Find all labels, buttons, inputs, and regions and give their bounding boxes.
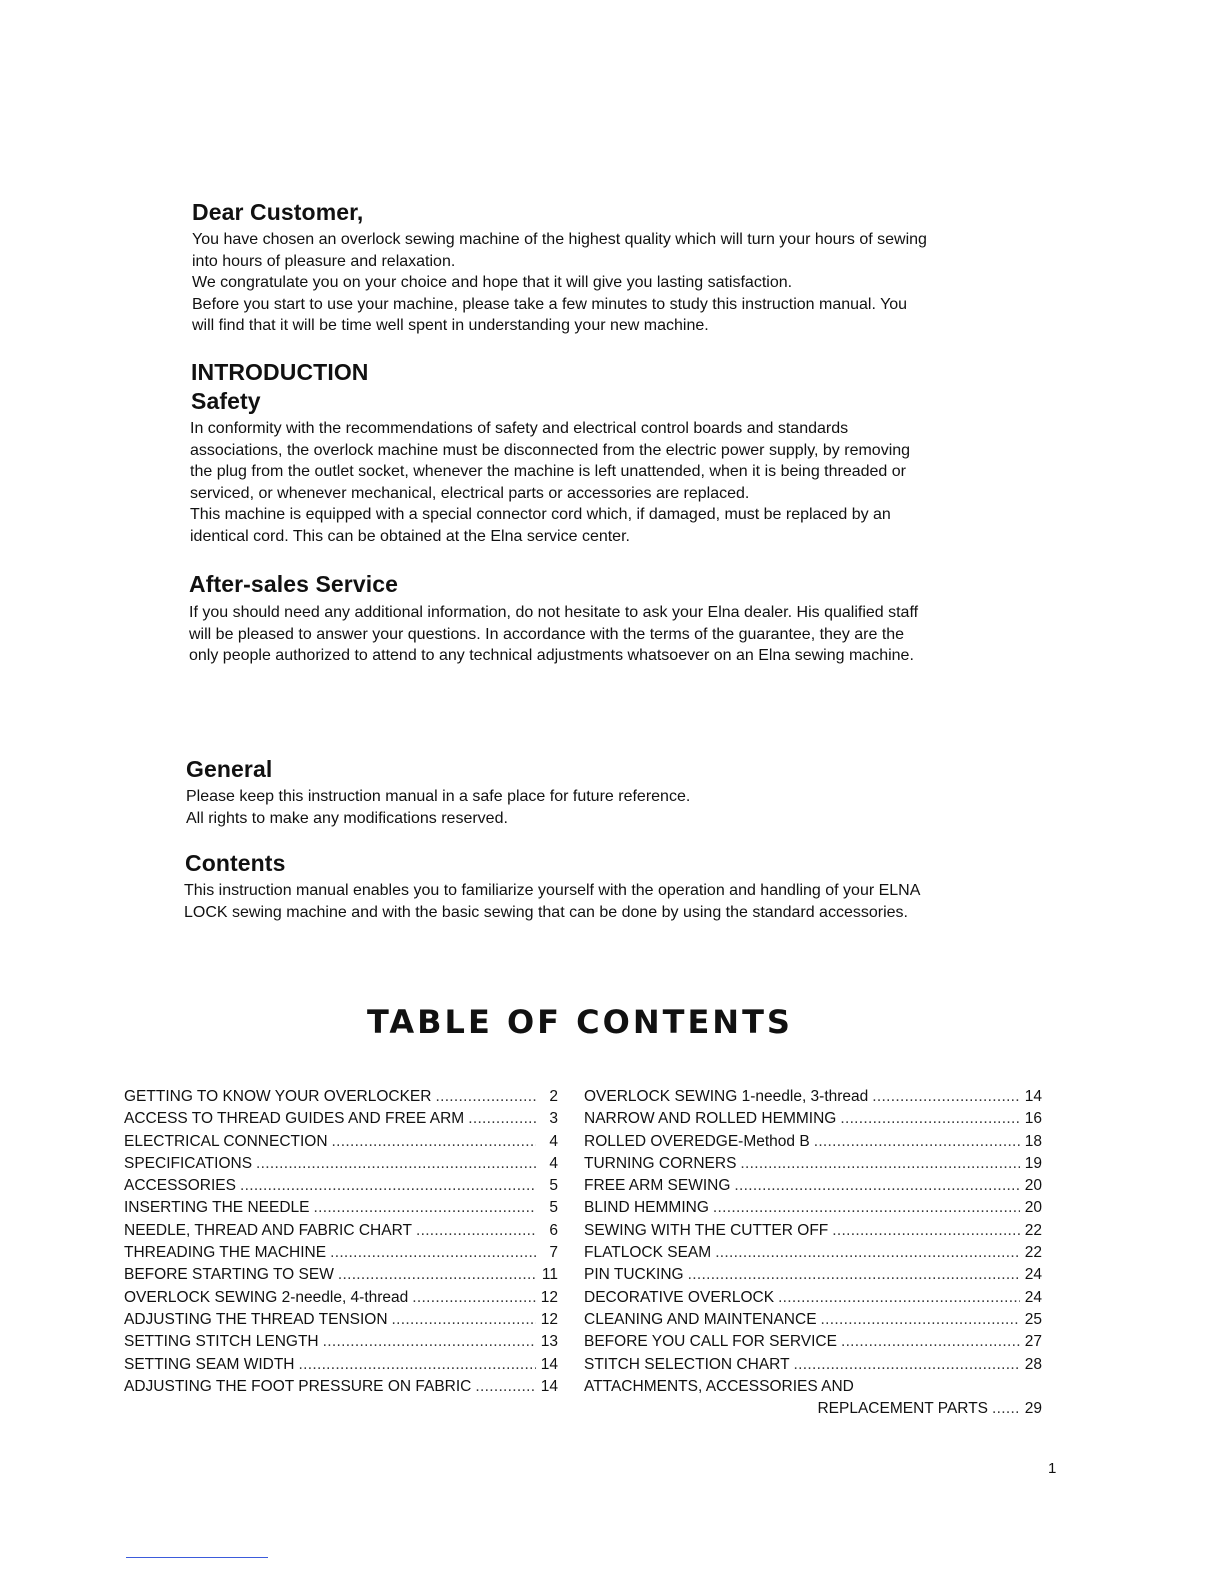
introduction-heading: INTRODUCTION [191, 359, 369, 385]
toc-entry [584, 1287, 1042, 1309]
toc-right-column [584, 1086, 1042, 1420]
text-line: the plug from the outlet socket, whenever the machine is left unattended, when it is being threaded or [190, 463, 906, 481]
toc-entry-page: 5 [549, 1199, 558, 1217]
toc-entry [584, 1242, 1042, 1264]
toc-entry-label: ROLLED OVEREDGE-Method B [584, 1132, 810, 1150]
text-line: will find that it will be time well spent in understanding your new machine. [192, 317, 709, 335]
toc-entry-label: SEWING WITH THE CUTTER OFF [584, 1221, 829, 1239]
toc-entry-page: 2 [549, 1088, 558, 1105]
text-line: If you should need any additional information, do not hesitate to ask your Elna dealer. His qualified staff [189, 604, 919, 621]
text-line: You have chosen an overlock sewing machine of the highest quality which will turn your hours of sewing [192, 231, 927, 248]
after-sales-paragraph [189, 602, 918, 667]
toc-entry-page: 18 [1024, 1132, 1042, 1150]
text-line: LOCK sewing machine and with the basic sewing that can be done by using the standard accessories. [184, 903, 908, 921]
toc-entry-page: 16 [1024, 1110, 1042, 1128]
text-line: All rights to make any modifications reserved. [186, 809, 508, 827]
toc-entry [124, 1242, 558, 1264]
toc-entry-label: GETTING TO KNOW YOUR OVERLOCKER [124, 1088, 432, 1105]
toc-entry-label: ADJUSTING THE THREAD TENSION [124, 1310, 388, 1328]
toc-entry [124, 1309, 558, 1331]
toc-entry-page: 12 [540, 1310, 558, 1328]
toc-entry-label: OVERLOCK SEWING 1-needle, 3-thread [584, 1088, 869, 1105]
text-line: Please keep this instruction manual in a safe place for future reference. [186, 788, 691, 805]
greeting-paragraph [192, 229, 927, 337]
toc-entry-label: BEFORE STARTING TO SEW [124, 1266, 334, 1284]
text-line: identical cord. This can be obtained at the Elna service center. [190, 527, 630, 545]
contents-paragraph [184, 880, 920, 923]
toc-entry-label: INSERTING THE NEEDLE [124, 1199, 310, 1217]
toc-entry-continued [584, 1398, 1042, 1420]
toc-entry-label: NEEDLE, THREAD AND FABRIC CHART [124, 1221, 412, 1239]
toc-entry [584, 1264, 1042, 1286]
toc-entry-label: SETTING STITCH LENGTH [124, 1333, 319, 1351]
toc-entry [584, 1086, 1042, 1108]
toc-entry-label: DECORATIVE OVERLOCK [584, 1288, 775, 1306]
toc-entry-page: 14 [540, 1355, 558, 1373]
toc-entry-label: SETTING SEAM WIDTH [124, 1355, 295, 1373]
toc-entry-page: 6 [549, 1221, 558, 1239]
toc-entry-page: 27 [1024, 1333, 1042, 1351]
toc-entry-page: 22 [1024, 1221, 1042, 1239]
toc-entry-page: 3 [549, 1110, 558, 1128]
toc-entry-label: PIN TUCKING [584, 1266, 684, 1284]
toc-entry [584, 1309, 1042, 1331]
toc-entry-label: ACCESSORIES [124, 1177, 236, 1195]
toc-entry-page: 24 [1024, 1288, 1042, 1306]
toc-entry-page: 4 [549, 1154, 558, 1172]
text-line: will be pleased to answer your questions. In accordance with the terms of the guarantee, they are the [189, 625, 905, 643]
toc-entry [124, 1108, 558, 1130]
toc-entry-page: 28 [1024, 1355, 1042, 1373]
toc-entry-page: 20 [1024, 1199, 1042, 1217]
toc-entry [584, 1220, 1042, 1242]
toc-entry [124, 1175, 558, 1197]
general-paragraph [186, 786, 690, 829]
toc-left-column [124, 1086, 558, 1398]
toc-entry-label: OVERLOCK SEWING 2-needle, 4-thread [124, 1288, 409, 1306]
toc-entry-label: CLEANING AND MAINTENANCE [584, 1310, 817, 1328]
text-line: Before you start to use your machine, please take a few minutes to study this instruction manual. You [192, 295, 908, 313]
toc-entry [124, 1354, 558, 1376]
toc-entry-page: 5 [549, 1177, 558, 1195]
greeting-heading: Dear Customer, [192, 199, 364, 225]
toc-entry-label: BLIND HEMMING [584, 1199, 709, 1217]
toc-entry-page: 24 [1024, 1266, 1042, 1284]
toc-entry-label: NARROW AND ROLLED HEMMING [584, 1110, 837, 1128]
safety-heading: Safety [191, 388, 261, 414]
toc-entry [124, 1376, 558, 1398]
toc-title: TABLE OF CONTENTS [367, 1003, 793, 1041]
toc-entry-page: 4 [549, 1132, 558, 1150]
text-line: only people authorized to attend to any technical adjustments whatsoever on an Elna sewing machine. [189, 647, 914, 665]
toc-entry-label: REPLACEMENT PARTS [817, 1400, 988, 1418]
toc-entry-page: 12 [540, 1288, 558, 1306]
toc-entry-page: 29 [1024, 1400, 1042, 1418]
toc-entry-label: ATTACHMENTS, ACCESSORIES AND [584, 1377, 854, 1395]
after-sales-heading: After-sales Service [189, 571, 399, 597]
toc-entry-label: ELECTRICAL CONNECTION [124, 1132, 328, 1150]
toc-entry [584, 1197, 1042, 1219]
toc-entry [124, 1331, 558, 1353]
toc-entry-label: SPECIFICATIONS [124, 1154, 253, 1172]
toc-entry [124, 1197, 558, 1219]
toc-entry [584, 1153, 1042, 1175]
toc-entry-page: 14 [1024, 1088, 1042, 1105]
toc-entry [584, 1354, 1042, 1376]
toc-entry-label: FLATLOCK SEAM [584, 1244, 712, 1262]
page-number: 1 [1048, 1460, 1057, 1477]
text-line: serviced, or whenever mechanical, electrical parts or accessories are replaced. [190, 484, 750, 502]
toc-entry-label: TURNING CORNERS [584, 1154, 737, 1172]
footer-rule [126, 1557, 268, 1558]
toc-entry-page: 22 [1024, 1244, 1042, 1262]
toc-entry [124, 1131, 558, 1153]
contents-heading: Contents [185, 850, 286, 876]
text-line: into hours of pleasure and relaxation. [192, 252, 456, 270]
toc-entry [124, 1153, 558, 1175]
toc-entry [584, 1108, 1042, 1130]
toc-entry-page: 13 [540, 1333, 558, 1351]
text-line: In conformity with the recommendations of safety and electrical control boards and standards [190, 420, 849, 437]
toc-entry-page: 7 [549, 1244, 558, 1262]
text-line: This machine is equipped with a special connector cord which, if damaged, must be replaced by an [190, 506, 891, 524]
toc-entry [124, 1264, 558, 1286]
toc-entry [584, 1175, 1042, 1197]
toc-entry-label: THREADING THE MACHINE [124, 1244, 327, 1262]
toc-entry [124, 1220, 558, 1242]
toc-entry-label: STITCH SELECTION CHART [584, 1355, 790, 1373]
general-heading: General [186, 756, 273, 782]
toc-entry-label: ACCESS TO THREAD GUIDES AND FREE ARM [124, 1110, 465, 1128]
toc-entry [124, 1287, 558, 1309]
text-line: We congratulate you on your choice and hope that it will give you lasting satisfaction. [192, 274, 793, 292]
toc-entry-label: FREE ARM SEWING [584, 1177, 731, 1195]
safety-paragraph [190, 418, 910, 548]
toc-entry [584, 1131, 1042, 1153]
toc-entry-label: ADJUSTING THE FOOT PRESSURE ON FABRIC [124, 1377, 472, 1395]
toc-entry [124, 1086, 558, 1108]
toc-entry-page: 11 [541, 1266, 558, 1284]
toc-entry [584, 1376, 1042, 1398]
toc-entry-label: BEFORE YOU CALL FOR SERVICE [584, 1333, 837, 1351]
text-line: associations, the overlock machine must be disconnected from the electric power supply, by removing [190, 441, 911, 459]
toc-entry-page: 20 [1024, 1177, 1042, 1195]
toc-entry-page: 14 [540, 1377, 558, 1395]
toc-entry-page: 25 [1024, 1310, 1042, 1328]
text-line: This instruction manual enables you to familiarize yourself with the operation and handling of your ELNA [184, 882, 921, 899]
toc-entry-page: 19 [1024, 1154, 1042, 1172]
toc-entry [584, 1331, 1042, 1353]
